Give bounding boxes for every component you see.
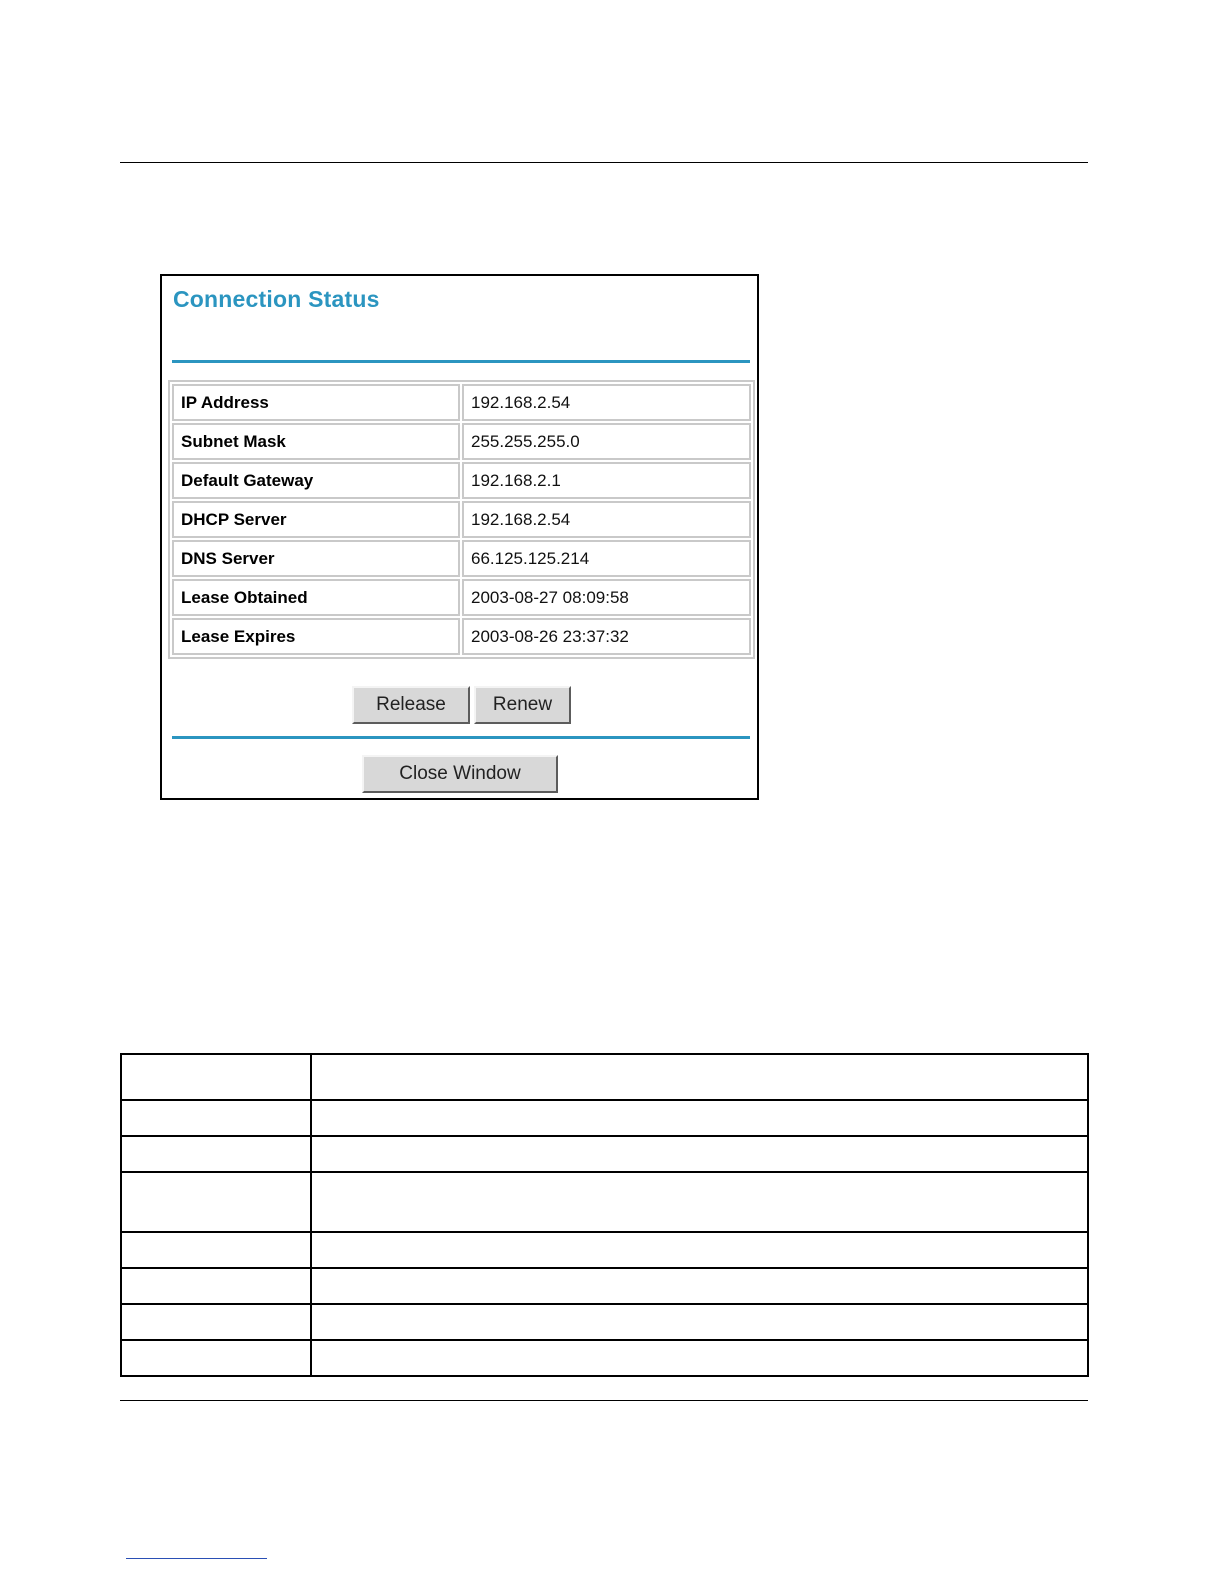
table-row [171, 539, 752, 578]
connection-status-window [160, 274, 759, 800]
page-header-rule [120, 162, 1088, 163]
window-title: Connection Status [173, 286, 380, 312]
table-cell [121, 1232, 311, 1268]
table-cell [121, 1100, 311, 1136]
lease-obtained-value: 2003-08-27 08:09:58 [462, 579, 751, 616]
table-cell [311, 1054, 1088, 1100]
footer-link-underline[interactable] [126, 1558, 267, 1559]
title-divider [172, 360, 750, 363]
table-row [171, 578, 752, 617]
table-cell [311, 1304, 1088, 1340]
description-table [120, 1053, 1089, 1377]
table-cell [311, 1340, 1088, 1376]
lease-expires-label: Lease Expires [172, 618, 460, 655]
table-cell [311, 1172, 1088, 1232]
lease-obtained-label: Lease Obtained [172, 579, 460, 616]
table-row [121, 1232, 1088, 1268]
table-row [121, 1172, 1088, 1232]
table-row [121, 1340, 1088, 1376]
page-footer-rule [120, 1400, 1088, 1401]
lease-expires-value: 2003-08-26 23:37:32 [462, 618, 751, 655]
release-button[interactable]: Release [352, 686, 470, 724]
dns-server-label: DNS Server [172, 540, 460, 577]
close-window-button[interactable]: Close Window [362, 755, 558, 793]
subnet-mask-label: Subnet Mask [172, 423, 460, 460]
table-cell [121, 1340, 311, 1376]
table-row [121, 1054, 1088, 1100]
table-cell [311, 1136, 1088, 1172]
table-row [121, 1100, 1088, 1136]
table-row [171, 617, 752, 656]
dhcp-server-label: DHCP Server [172, 501, 460, 538]
table-cell [121, 1304, 311, 1340]
dns-server-value: 66.125.125.214 [462, 540, 751, 577]
table-row [171, 500, 752, 539]
table-row [171, 383, 752, 422]
default-gateway-label: Default Gateway [172, 462, 460, 499]
table-row [171, 461, 752, 500]
subnet-mask-value: 255.255.255.0 [462, 423, 751, 460]
table-cell [121, 1054, 311, 1100]
table-row [121, 1268, 1088, 1304]
table-row [171, 422, 752, 461]
table-row [121, 1136, 1088, 1172]
table-cell [311, 1100, 1088, 1136]
table-cell [121, 1136, 311, 1172]
ip-address-label: IP Address [172, 384, 460, 421]
ip-address-value: 192.168.2.54 [462, 384, 751, 421]
table-cell [121, 1172, 311, 1232]
default-gateway-value: 192.168.2.1 [462, 462, 751, 499]
renew-button[interactable]: Renew [474, 686, 571, 724]
dhcp-server-value: 192.168.2.54 [462, 501, 751, 538]
table-cell [121, 1268, 311, 1304]
connection-status-table [168, 380, 755, 659]
buttons-divider [172, 736, 750, 739]
table-row [121, 1304, 1088, 1340]
table-cell [311, 1268, 1088, 1304]
table-cell [311, 1232, 1088, 1268]
